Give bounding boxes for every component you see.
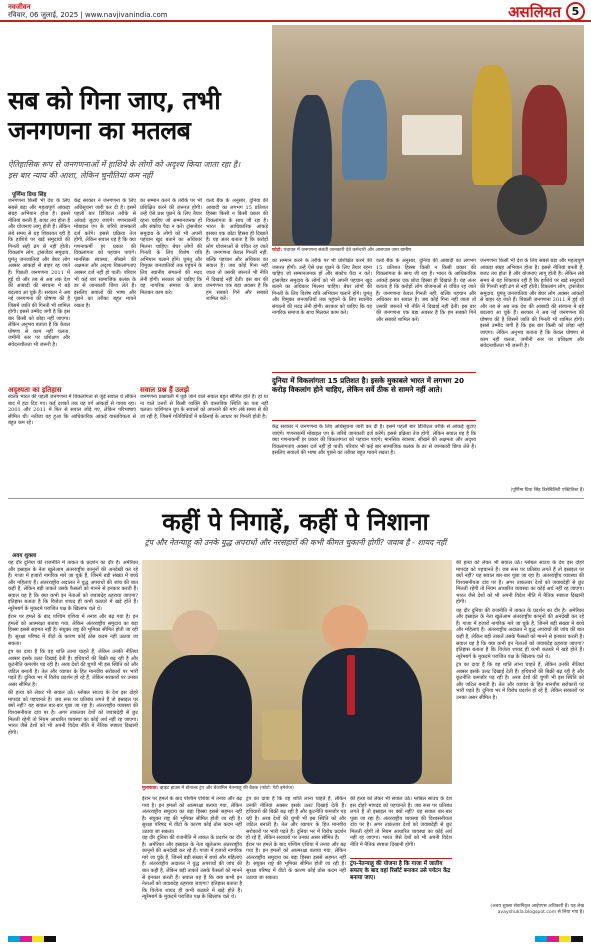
article2-column-4 <box>350 796 452 856</box>
column-text: ईरान पर हमले के बाद पश्चिम एशिया में तनाव और बढ़ गया है। इन हमलों को आत्मरक्षा बताया गया, लेकिन अंतरराष्ट्रीय समुदाय का बड़ा हिस्सा इससे सहमत नहीं है। संयुक्त राष्ट्र की भूमिका सीमित होती जा रही है। सुरक्षा परिषद में वीटो के कारण कोई ठोस कदम नहीं उठाया जा सकता। <box>246 841 346 881</box>
article2-deck: ट्रंप और नेतन्याहू को उनके युद्ध अपराधों और नरसंहारों की कभी कीमत चुकानी होगी? जवाब है - शायद नहीं <box>144 538 447 547</box>
caption-text: पंचायत में जनगणना संबंधी जानकारी देते कर्मचारी और आसपास जमा ग्रामीण <box>283 248 412 253</box>
article1-column-5 <box>272 258 372 368</box>
column-text: ट्रंप का दावा है कि वह शांति लाना चाहते हैं, लेकिन उनकी नीतियां अक्सर इसके उलट दिखाई देती हैं। हथियारों की बिक्री बढ़ रही है और कूटनीति कमजोर पड़ रही है। अरब देशों की चुप्पी भी इस स्थिति को और जटिल बनाती है। तेल और व्यापार के हित मानवीय सरोकारों पर भारी पड़ते हैं। दुनिया भर में विरोध प्रदर्शन हो रहे हैं, लेकिन सरकारों पर उनका असर सीमित है। <box>456 662 584 701</box>
print-color-bar-right <box>535 936 583 942</box>
article2-column-3 <box>246 796 346 902</box>
column-text: ट्रंप का दावा है कि वह शांति लाना चाहते हैं, लेकिन उनकी नीतियां अक्सर इसके उलट दिखाई देती हैं। हथियारों की बिक्री बढ़ रही है और कूटनीति कमजोर पड़ रही है। अरब देशों की चुप्पी भी इस स्थिति को और जटिल बनाती है। तेल और व्यापार के हित मानवीय सरोकारों पर भारी पड़ते हैं। दुनिया भर में विरोध प्रदर्शन हो रहे हैं, लेकिन सरकारों पर उनका असर सीमित है। <box>246 796 346 842</box>
article1-headline <box>8 86 270 146</box>
photo-caption-2 <box>142 786 452 792</box>
column-text: वर्ल्ड बैंक के अनुसार, दुनिया की आबादी का लगभग 15 प्रतिशत हिस्सा किसी न किसी प्रकार की विकलांगता के साथ जी रहा है। भारत के आधिकारिक आंकड़े इसका एक छोटा हिस्सा ही दिखाते हैं। यह अंतर बताता है कि करोड़ों लोग योजनाओं से वंचित रह जाते हैं। जनगणना केवल गिनती नहीं, बल्कि पहचान और अधिकार का सवाल है। जब कोई गिना नहीं जाता तो उसकी जरूरतें भी नीति में दिखाई नहीं देतीं। इस बार की जनगणना एक बड़ा अवसर है कि हम सबको गिनें और सबको शामिल करें। <box>206 198 268 303</box>
article1-author-note: (पूर्णिमा प्रिया सिंह डिसेबिलिटी एक्टिविस्ट हैं) <box>510 488 584 493</box>
pullquote-rule-top <box>272 372 476 373</box>
article2-headline: कहीं पे निगाहें, कहीं पे निशाना <box>162 508 429 536</box>
article2-byline: अवय शुक्ला <box>12 553 37 559</box>
headline-line-2: जनगणना का मतलब <box>8 116 191 145</box>
subhead-questions: सवाल प्रश्न हैं उलझे <box>140 386 190 394</box>
pullquote2-rule-top <box>350 858 452 859</box>
census-photo <box>272 25 584 246</box>
article1-questions-text <box>140 394 268 494</box>
article1-column-8 <box>272 424 476 494</box>
column-text: ट्रंप का दावा है कि वह शांति लाना चाहते हैं, लेकिन उनकी नीतियां अक्सर इसके उलट दिखाई देती हैं। हथियारों की बिक्री बढ़ रही है और कूटनीति कमजोर पड़ रही है। अरब देशों की चुप्पी भी इस स्थिति को और जटिल बनाती है। तेल और व्यापार के हित मानवीय सरोकारों पर भारी पड़ते हैं। दुनिया भर में विरोध प्रदर्शन हो रहे हैं, लेकिन सरकारों पर उनका असर सीमित है। <box>8 649 138 688</box>
article1-column-4 <box>206 198 268 384</box>
column-text: जनगणना किसी भी देश के लिए सबसे बड़ा और महत्वपूर्ण आंकड़ा संग्रह अभियान होता है। इससे नीतियां बनती हैं, बजट तय होता है और योजनाएं लागू होती हैं। लेकिन लंबे समय से यह शिकायत रही है कि हाशिये पर खड़े समुदायों की गिनती सही ढंग से नहीं होती। विकलांग लोग, ट्रांसजेंडर समुदाय, घुमंतू जनजातियां और बेघर लोग अक्सर आंकड़ों से बाहर रह जाते हैं। पिछली जनगणना 2011 में हुई थी और तब से अब तक देश की आबादी की संरचना में बड़े बदलाव आ चुके हैं। सरकार ने अब नई जनगणना की घोषणा की है जिसमें जाति की गिनती भी शामिल होगी। इससे उम्मीद जगी है कि इस बार किसी को छोड़ा नहीं जाएगा। लेकिन अनुभव बताता है कि केवल घोषणा से काम नहीं चलता, जमीनी स्तर पर प्रशिक्षण और संवेदनशीलता भी जरूरी है। <box>480 258 584 350</box>
print-color-bar-left <box>8 936 56 942</box>
column-text: जनगणना प्रश्नावली में पूछे जाने वाले सवाल बहुत सीमित होते हैं। हां या ना वाले उत्तरों से किसी व्यक्ति की वास्तविक स्थिति का पता नहीं चलता। वाशिंगटन ग्रुप के सवालों को अपनाने की मांग लंबे समय से की जा रही है, जिसमें गतिविधियों में कठिनाई के आधार पर गिनती होती है। <box>140 394 268 420</box>
article2-pullquote: ट्रंप-नेतन्याहू की योजना है कि गाजा में जातीय सफाए के बाद वहां रिसॉर्ट बनाकर उसे पर्यटन केंद्र बनाया जाए। <box>350 861 451 882</box>
caption-text: व्हाइट हाउस में डोनाल्ड ट्रंप और बेंजामिन नेतन्याहू की बैठक (फोटो: गेटी इमेजेज) <box>159 786 294 791</box>
column-text: केंद्र सरकार ने जनगणना के लिए अधिसूचना जारी कर दी है। इसमें पहली बार डिजिटल तरीके से आंकड़े जुटाए जाएंगे। गणनाकर्मी मोबाइल एप के जरिये जानकारी दर्ज करेंगे। इससे प्रक्रिया तेज होगी, लेकिन सवाल यह है कि क्या गणनाकर्मी हर प्रकार की विकलांगता को पहचान पाएंगे। मानसिक स्वास्थ्य, सीखने की अक्षमता और अदृश्य विकलांगताएं अक्सर दर्ज नहीं हो पातीं। परिवार भी कई बार सामाजिक कलंक के डर से जानकारी छिपा लेते हैं। इसलिए सवालों की भाषा और पूछने का तरीका बहुत मायने रखता है। <box>74 198 136 309</box>
article2-author-note: (अवय शुक्ला सेवानिवृत्त आईएएस अधिकारी हैं। यह लेख avayshukla.blogspot.com से लिया गया है) <box>490 904 584 915</box>
column-text: यह दौर दुनिया की राजनीति में ताकत के प्रदर्शन का दौर है। अमेरिका और इस्राइल के नेता खुलेआम अंतरराष्ट्रीय कानूनों की अनदेखी कर रहे हैं। गाजा में हजारों नागरिक मारे जा चुके हैं, जिनमें बड़ी संख्या में बच्चे और महिलाएं हैं। अंतरराष्ट्रीय अदालत ने युद्ध अपराधों की जांच की बात कही है, लेकिन बड़ी ताकतें उसके फैसलों को मानने से इनकार करती हैं। सवाल यह है कि क्या कभी इन नेताओं को जवाबदेह ठहराया जाएगा? इतिहास बताता है कि विजेता शायद ही कभी कठघरे में खड़े होते हैं। न्यूरेमबर्ग के मुकदमे पराजित पक्ष के खिलाफ चले थे। <box>142 835 242 901</box>
article2-column-1 <box>8 560 138 902</box>
column-text: जनगणना किसी भी देश के लिए सबसे बड़ा और महत्वपूर्ण आंकड़ा संग्रह अभियान होता है। इससे नीतियां बनती हैं, बजट तय होता है और योजनाएं लागू होती हैं। लेकिन लंबे समय से यह शिकायत रही है कि हाशिये पर खड़े समुदायों की गिनती सही ढंग से नहीं होती। विकलांग लोग, ट्रांसजेंडर समुदाय, घुमंतू जनजातियां और बेघर लोग अक्सर आंकड़ों से बाहर रह जाते हैं। पिछली जनगणना 2011 में हुई थी और तब से अब तक देश की आबादी की संरचना में बड़े बदलाव आ चुके हैं। सरकार ने अब नई जनगणना की घोषणा की है जिसमें जाति की गिनती भी शामिल होगी। इससे उम्मीद जगी है कि इस बार किसी को छोड़ा नहीं जाएगा। लेकिन अनुभव बताता है कि केवल घोषणा से काम नहीं चलता, जमीनी स्तर पर प्रशिक्षण और संवेदनशीलता भी जरूरी है। <box>8 198 70 349</box>
article2-column-5 <box>456 560 584 902</box>
article1-pullquote: दुनिया में विकलांगता 15 प्रतिशत है। इसके मुकाबले भारत में लगभग 20 करोड़ विकलांग होने चाहिए, लेकिन सर्वे ठीक से सामने नहीं आते। <box>272 376 465 395</box>
column-text: की हत्या को लेकर भी सवाल उठे। ग्लोबल साउथ के देश इस दोहरे मापदंड को पहचानते हैं। जब रूस पर प्रतिबंध लगते हैं तो इस्राइल पर क्यों नहीं? यह सवाल बार-बार पूछा जा रहा है। अंतरराष्ट्रीय व्यवस्था की विश्वसनीयता दांव पर है। अगर ताकतवर देशों को जवाबदेही से छूट मिलती रहेगी तो नियम आधारित व्यवस्था का कोई अर्थ नहीं रह जाएगा। भारत जैसे देशों को भी अपनी विदेश नीति में नैतिक स्पष्टता दिखानी होगी। <box>456 560 584 606</box>
article2-column-2 <box>142 796 242 902</box>
column-text: यह दौर दुनिया की राजनीति में ताकत के प्रदर्शन का दौर है। अमेरिका और इस्राइल के नेता खुलेआम अंतरराष्ट्रीय कानूनों की अनदेखी कर रहे हैं। गाजा में हजारों नागरिक मारे जा चुके हैं, जिनमें बड़ी संख्या में बच्चे और महिलाएं हैं। अंतरराष्ट्रीय अदालत ने युद्ध अपराधों की जांच की बात कही है, लेकिन बड़ी ताकतें उसके फैसलों को मानने से इनकार करती हैं। सवाल यह है कि क्या कभी इन नेताओं को जवाबदेह ठहराया जाएगा? इतिहास बताता है कि विजेता शायद ही कभी कठघरे में खड़े होते हैं। न्यूरेमबर्ग के मुकदमे पराजित पक्ष के खिलाफ चले थे। <box>456 607 584 660</box>
article1-history-text <box>8 394 136 494</box>
section-title: असलियत <box>508 3 561 21</box>
headline-line-1: सब को गिना जाए, तभी <box>8 86 221 115</box>
column-text: केंद्र सरकार ने जनगणना के लिए अधिसूचना जारी कर दी है। इसमें पहली बार डिजिटल तरीके से आंकड़े जुटाए जाएंगे। गणनाकर्मी मोबाइल एप के जरिये जानकारी दर्ज करेंगे। इससे प्रक्रिया तेज होगी, लेकिन सवाल यह है कि क्या गणनाकर्मी हर प्रकार की विकलांगता को पहचान पाएंगे। मानसिक स्वास्थ्य, सीखने की अक्षमता और अदृश्य विकलांगताएं अक्सर दर्ज नहीं हो पातीं। परिवार भी कई बार सामाजिक कलंक के डर से जानकारी छिपा लेते हैं। इसलिए सवालों की भाषा और पूछने का तरीका बहुत मायने रखता है। <box>272 424 476 457</box>
paper-name: नवजीवन <box>8 3 31 11</box>
page-number: 5 <box>566 2 585 21</box>
trump-netanyahu-photo <box>142 560 452 784</box>
column-text: ईरान पर हमले के बाद पश्चिम एशिया में तनाव और बढ़ गया है। इन हमलों को आत्मरक्षा बताया गया, लेकिन अंतरराष्ट्रीय समुदाय का बड़ा हिस्सा इससे सहमत नहीं है। संयुक्त राष्ट्र की भूमिका सीमित होती जा रही है। सुरक्षा परिषद में वीटो के कारण कोई ठोस कदम नहीं उठाया जा सकता। <box>8 614 138 647</box>
masthead-info: नवजीवन रविवार, 06 जुलाई, 2025 | www.navjivanindia.com <box>8 3 168 19</box>
column-text: वर्ल्ड बैंक के अनुसार, दुनिया की आबादी का लगभग 15 प्रतिशत हिस्सा किसी न किसी प्रकार की विकलांगता के साथ जी रहा है। भारत के आधिकारिक आंकड़े इसका एक छोटा हिस्सा ही दिखाते हैं। यह अंतर बताता है कि करोड़ों लोग योजनाओं से वंचित रह जाते हैं। जनगणना केवल गिनती नहीं, बल्कि पहचान और अधिकार का सवाल है। जब कोई गिना नहीं जाता तो उसकी जरूरतें भी नीति में दिखाई नहीं देतीं। इस बार की जनगणना एक बड़ा अवसर है कि हम सबको गिनें और सबको शामिल करें। <box>376 258 476 323</box>
article1-column-7 <box>480 258 584 486</box>
column-text: की हत्या को लेकर भी सवाल उठे। ग्लोबल साउथ के देश इस दोहरे मापदंड को पहचानते हैं। जब रूस पर प्रतिबंध लगते हैं तो इस्राइल पर क्यों नहीं? यह सवाल बार-बार पूछा जा रहा है। अंतरराष्ट्रीय व्यवस्था की विश्वसनीयता दांव पर है। अगर ताकतवर देशों को जवाबदेही से छूट मिलती रहेगी तो नियम आधारित व्यवस्था का कोई अर्थ नहीं रह जाएगा। भारत जैसे देशों को भी अपनी विदेश नीति में नैतिक स्पष्टता दिखानी होगी। <box>8 690 138 736</box>
article1-byline: पूर्णिमा प्रिया सिंह <box>12 192 47 198</box>
column-text: यह दौर दुनिया की राजनीति में ताकत के प्रदर्शन का दौर है। अमेरिका और इस्राइल के नेता खुलेआम अंतरराष्ट्रीय कानूनों की अनदेखी कर रहे हैं। गाजा में हजारों नागरिक मारे जा चुके हैं, जिनमें बड़ी संख्या में बच्चे और महिलाएं हैं। अंतरराष्ट्रीय अदालत ने युद्ध अपराधों की जांच की बात कही है, लेकिन बड़ी ताकतें उसके फैसलों को मानने से इनकार करती हैं। सवाल यह है कि क्या कभी इन नेताओं को जवाबदेह ठहराया जाएगा? इतिहास बताता है कि विजेता शायद ही कभी कठघरे में खड़े होते हैं। न्यूरेमबर्ग के मुकदमे पराजित पक्ष के खिलाफ चले थे। <box>8 560 138 612</box>
article1-column-6 <box>376 258 476 368</box>
column-text: ईरान पर हमले के बाद पश्चिम एशिया में तनाव और बढ़ गया है। इन हमलों को आत्मरक्षा बताया गया, लेकिन अंतरराष्ट्रीय समुदाय का बड़ा हिस्सा इससे सहमत नहीं है। संयुक्त राष्ट्र की भूमिका सीमित होती जा रही है। सुरक्षा परिषद में वीटो के कारण कोई ठोस कदम नहीं उठाया जा सकता। <box>142 796 242 835</box>
column-text: स्वतंत्र भारत की पहली जनगणना में विकलांगता से जुड़े सवाल थे लेकिन बाद में हटा दिए गए। कई दशकों तक यह वर्ग आंकड़ों से गायब रहा। 2001 और 2011 में फिर से सवाल जोड़े गए, लेकिन परिभाषाएं सीमित थीं। नतीजा यह हुआ कि आधिकारिक आंकड़े वास्तविकता से बहुत कम रहे। <box>8 394 136 427</box>
subhead-history: अदृश्यता का इतिहास <box>8 386 62 394</box>
caption-label: मुलाकात: <box>142 786 159 791</box>
photo-caption-1 <box>272 248 584 254</box>
deck-line-2: इस बार न्याय की आशा, लेकिन चुनौतियां कम नहीं <box>8 170 153 180</box>
website-url: www.navjivanindia.com <box>85 11 168 19</box>
date-line: रविवार, 06 जुलाई, 2025 <box>8 11 79 19</box>
section-divider <box>8 498 584 499</box>
column-text: का सम्मान करने के तरीके पर भी प्रशिक्षित करने की जरूरत होगी। उन्हें ऐसे प्रश्न पूछने के लिए तैयार रहना चाहिए जो सम्मानजनक हों और संकोच पैदा न करें। ट्रांसजेंडर समुदाय के लोगों को भी अपनी पहचान खुद बताने का अधिकार मिलना चाहिए। बेघर लोगों की गिनती के लिए विशेष रात्रि अभियान चलाने होंगे। घुमंतू और विमुक्त जनजातियों तक पहुंचने के लिए स्थानीय संगठनों की मदद लेनी होगी। सरकार को चाहिए कि वह नागरिक समाज के साथ मिलकर काम करे। <box>140 198 202 296</box>
article1-deck <box>8 160 270 181</box>
caption-label: फोटो: <box>272 248 283 253</box>
column-text: की हत्या को लेकर भी सवाल उठे। ग्लोबल साउथ के देश इस दोहरे मापदंड को पहचानते हैं। जब रूस पर प्रतिबंध लगते हैं तो इस्राइल पर क्यों नहीं? यह सवाल बार-बार पूछा जा रहा है। अंतरराष्ट्रीय व्यवस्था की विश्वसनीयता दांव पर है। अगर ताकतवर देशों को जवाबदेही से छूट मिलती रहेगी तो नियम आधारित व्यवस्था का कोई अर्थ नहीं रह जाएगा। भारत जैसे देशों को भी अपनी विदेश नीति में नैतिक स्पष्टता दिखानी होगी। <box>350 796 452 848</box>
deck-line-1: ऐतिहासिक रूप से जनगणनाओं में हाशिये के लोगों को अदृश्य किया जाता रहा है। <box>8 160 241 169</box>
column-text: का सम्मान करने के तरीके पर भी प्रशिक्षित करने की जरूरत होगी। उन्हें ऐसे प्रश्न पूछने के लिए तैयार रहना चाहिए जो सम्मानजनक हों और संकोच पैदा न करें। ट्रांसजेंडर समुदाय के लोगों को भी अपनी पहचान खुद बताने का अधिकार मिलना चाहिए। बेघर लोगों की गिनती के लिए विशेष रात्रि अभियान चलाने होंगे। घुमंतू और विमुक्त जनजातियों तक पहुंचने के लिए स्थानीय संगठनों की मदद लेनी होगी। सरकार को चाहिए कि वह नागरिक समाज के साथ मिलकर काम करे। <box>272 258 372 317</box>
pullquote-rule-bottom <box>272 420 476 421</box>
article1-column-3 <box>140 198 202 384</box>
